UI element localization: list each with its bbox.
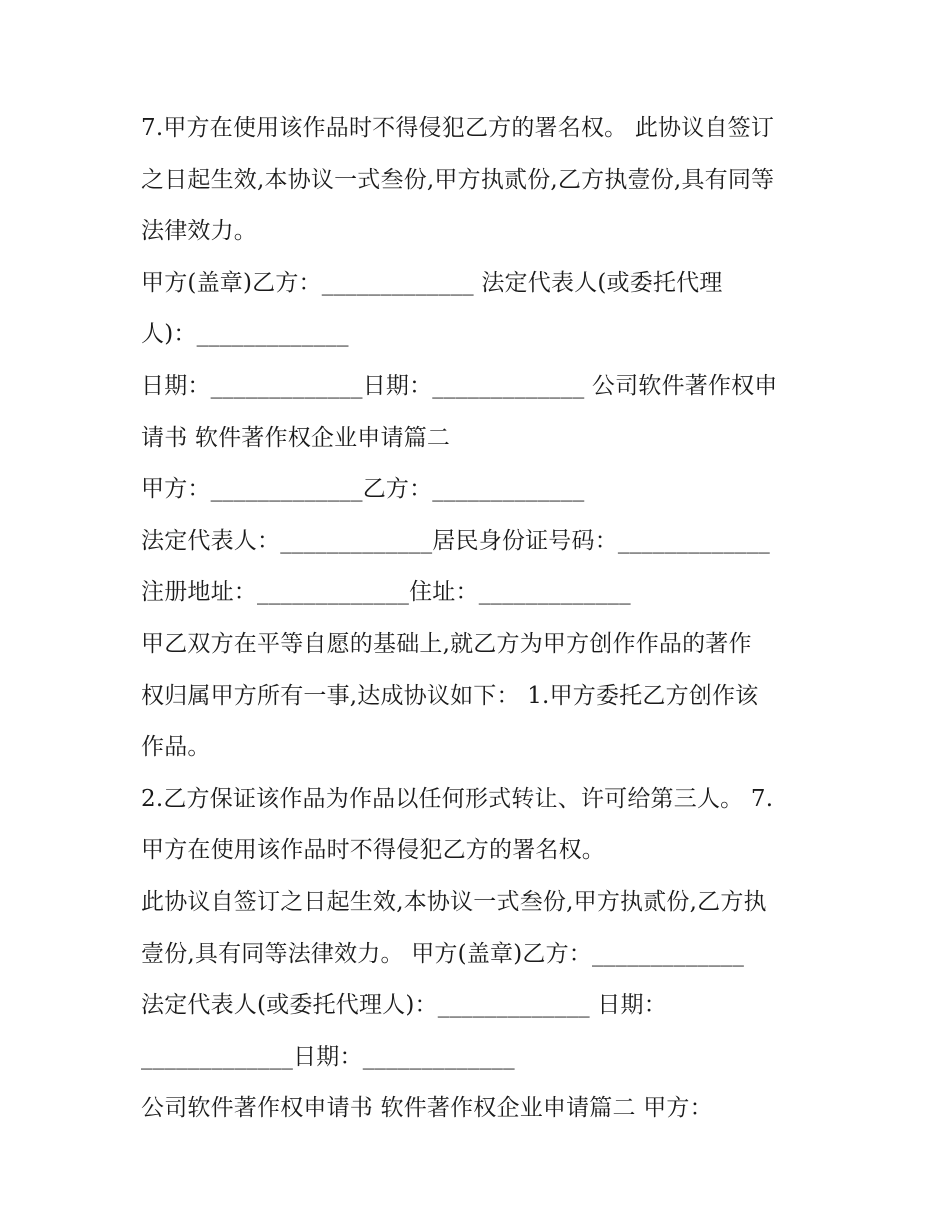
text-line: 法律效力。	[141, 218, 257, 245]
text-line: 2.乙方保证该作品为作品以任何形式转让、许可给第三人。 7.	[141, 785, 774, 812]
text-line: 法定代表人(或委托代理人)：_____________ 日期：	[141, 992, 667, 1019]
text-line: 作品。	[141, 734, 211, 761]
document-body	[141, 103, 821, 1135]
text-line: 甲方(盖章)乙方：_____________ 法定代表人(或委托代理	[141, 269, 723, 296]
text-line: 之日起生效,本协议一式叁份,甲方执贰份,乙方执壹份,具有同等	[141, 166, 775, 193]
text-line: 甲方：_____________乙方：_____________	[141, 476, 585, 503]
text-line: 甲方在使用该作品时不得侵犯乙方的署名权。	[141, 837, 605, 864]
text-line: 壹份,具有同等法律效力。 甲方(盖章)乙方：_____________	[141, 940, 745, 967]
text-line: 日期：_____________日期：_____________ 公司软件著作权申	[141, 372, 778, 399]
text-line: 人)：_____________	[141, 321, 349, 348]
text-line: _____________日期：_____________	[141, 1043, 515, 1070]
section-title-line: 请书 软件著作权企业申请篇二	[141, 424, 451, 451]
text-line: 7.甲方在使用该作品时不得侵犯乙方的署名权。 此协议自签订	[141, 115, 775, 141]
text-line: 此协议自签订之日起生效,本协议一式叁份,甲方执贰份,乙方执	[141, 888, 767, 915]
text-line: 公司软件著作权申请书 软件著作权企业申请篇二 甲方：	[141, 1095, 713, 1122]
text-line: 注册地址：_____________住址：_____________	[141, 579, 631, 606]
text-line: 法定代表人：_____________居民身份证号码：_____________	[141, 527, 770, 554]
text-line: 甲乙双方在平等自愿的基础上,就乙方为甲方创作作品的著作	[141, 630, 752, 657]
text-line: 权归属甲方所有一事,达成协议如下： 1.甲方委托乙方创作该	[141, 682, 759, 709]
